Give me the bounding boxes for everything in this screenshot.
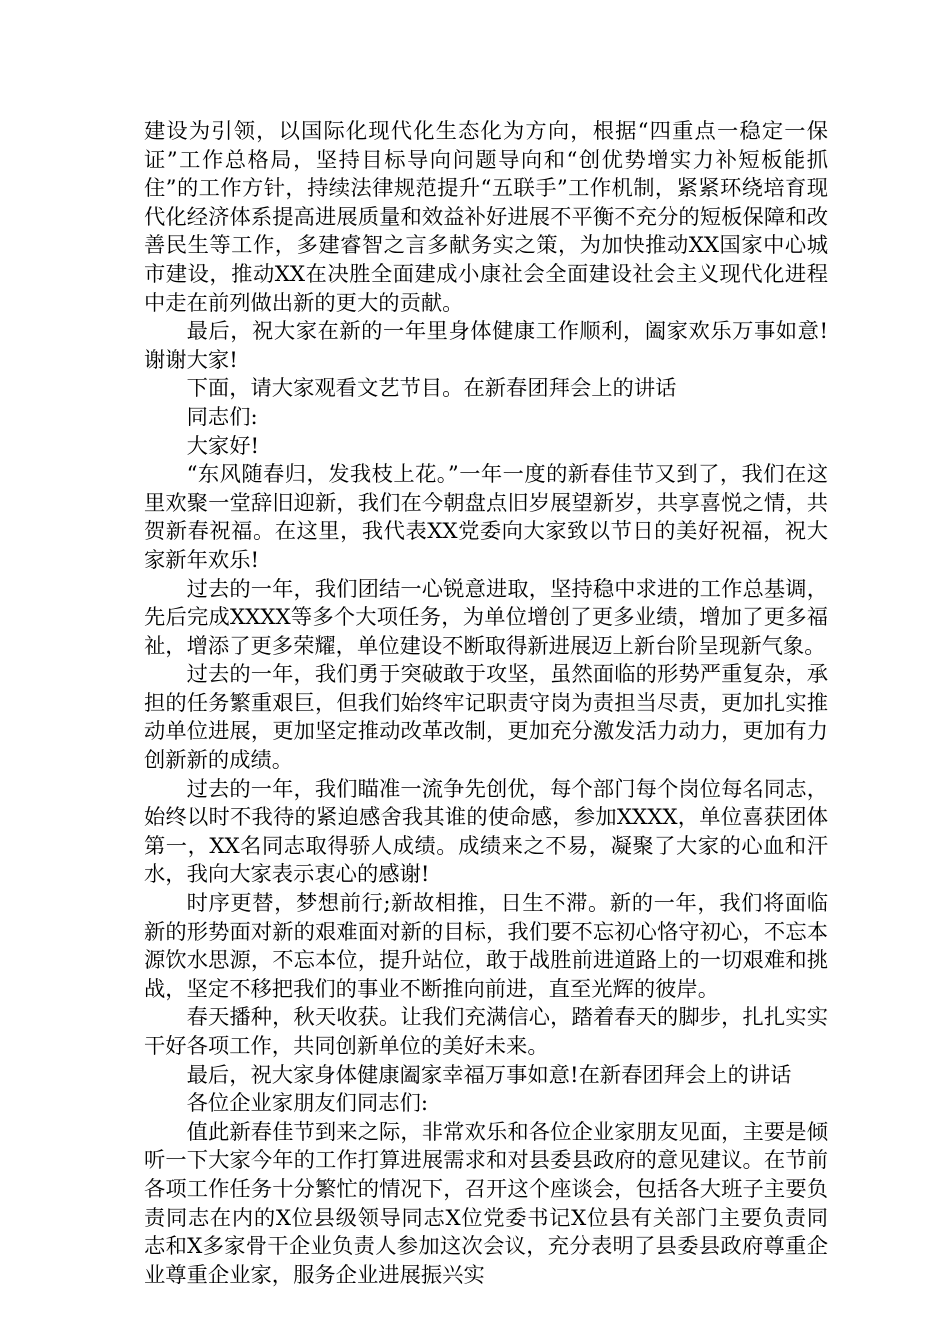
paragraph: 最后，祝大家在新的一年里身体健康工作顺利，阖家欢乐万事如意!谢谢大家!	[144, 319, 828, 373]
paragraph: 值此新春佳节到来之际，非常欢乐和各位企业家朋友见面，主要是倾听一下大家今年的工作打算进展需求和对县委县政府的意见建议。在节前各项工作任务十分繁忙的情况下，召开这个座谈会，包括各大班子主要负责同志在内的X位县级领导同志X位党委书记X位县有关部门主要负责同志和X多家骨干企业负责人参加这次会议，充分表明了县委县政府尊重企业尊重企业家，服务企业进展振兴实	[144, 1119, 828, 1288]
paragraph: 建设为引领，以国际化现代化生态化为方向，根据“四重点一稳定一保证”工作总格局，坚持目标导向问题导向和“创优势增实力补短板能抓住”的工作方针，持续法律规范提升“五联手”工作机制，紧紧环绕培育现代化经济体系提高进展质量和效益补好进展不平衡不充分的短板保障和改善民生等工作，多建睿智之言多献务实之策，为加快推动XX国家中心城市建设，推动XX在决胜全面建成小康社会全面建设社会主义现代化进程中走在前列做出新的更大的贡献。	[144, 119, 828, 316]
paragraph: 时序更替，梦想前行;新故相推，日生不滞。新的一年，我们将面临新的形势面对新的艰难面对新的目标，我们要不忘初心恪守初心，不忘本源饮水思源，不忘本位，提升站位，敢于战胜前进道路上的一切艰难和挑战，坚定不移把我们的事业不断推向前进，直至光辉的彼岸。	[144, 891, 828, 1002]
paragraph: 下面，请大家观看文艺节目。在新春团拜会上的讲话	[186, 376, 677, 402]
paragraph: 春天播种，秋天收获。让我们充满信心，踏着春天的脚步，扎扎实实干好各项工作，共同创新单位的美好未来。	[144, 1005, 828, 1059]
paragraph: 过去的一年，我们瞄准一流争先创优，每个部门每个岗位每名同志，始终以时不我待的紧迫感舍我其谁的使命感，参加XXXX，单位喜获团体第一，XX名同志取得骄人成绩。成绩来之不易，凝聚了大家的心血和汗水，我向大家表示衷心的感谢!	[144, 776, 828, 888]
paragraph: 各位企业家朋友们同志们:	[186, 1091, 429, 1117]
document-body	[144, 118, 828, 1290]
paragraph: 过去的一年，我们团结一心锐意进取，坚持稳中求进的工作总基调，先后完成XXXX等多个大项任务，为单位增创了更多业绩，增加了更多福祉，增添了更多荣耀，单位建设不断取得新进展迈上新台阶呈现新气象。	[144, 576, 828, 659]
paragraph: “东风随春归，发我枝上花。”一年一度的新春佳节又到了，我们在这里欢聚一堂辞旧迎新，我们在今朝盘点旧岁展望新岁，共享喜悦之情，共贺新春祝福。在这里，我代表XX党委向大家致以节日的美好祝福，祝大家新年欢乐!	[144, 462, 828, 573]
paragraph: 同志们:	[186, 404, 258, 430]
paragraph: 大家好!	[186, 433, 260, 459]
paragraph: 过去的一年，我们勇于突破敢于攻坚，虽然面临的形势严重复杂，承担的任务繁重艰巨，但我们始终牢记职责守岗为责担当尽责，更加扎实推动单位进展，更加坚定推动改革改制，更加充分激发活力动力，更加有力创新新的成绩。	[144, 662, 828, 774]
paragraph: 最后，祝大家身体健康阖家幸福万事如意!在新春团拜会上的讲话	[186, 1062, 792, 1088]
